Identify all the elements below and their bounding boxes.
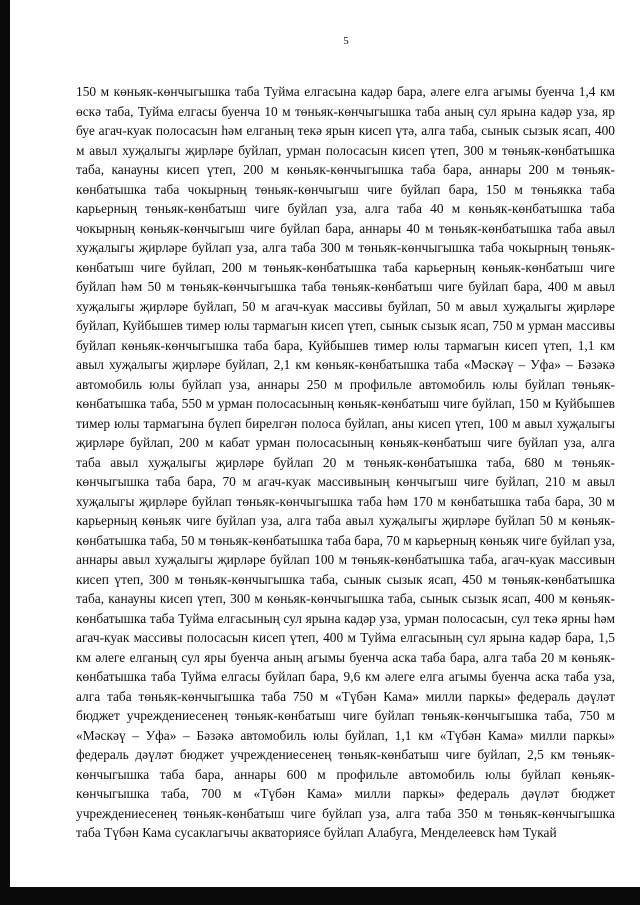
body-paragraph: 150 м көньяк-көнчыгышка таба Туйма елгасына кадәр бара, әлеге елга агымы буенча 1,4 км өскә таба, Туйма елгасы буенча 10 м төньяк-көнчыгышка таба аның сул ярына кадәр уза, яр буе агач-куак полосасын һәм елганың текә ярын кисеп үтә, алга таба, сынык сызык ясап, 400 м авыл хуҗалыгы җирләре буйлап, урман полосасын кисеп үтеп, 300 м төньяк-көнбатышка таба, канауны кисеп үтеп, 200 м көньяк-көнчыгышка таба бара, аннары 200 м төньяк-көнбатышка таба чокырның төньяк-көнчыгыш чиге буйлап бара, 150 м төньякка таба карьерның төньяк-көнбатыш чиге буйлап уза, алга таба 40 м көньяк-көнбатышка таба чокырның көньяк-көнчыгыш чиге буйлап бара, аннары 40 м төньяк-көнбатышка таба авыл хуҗалыгы җирләре буйлап уза, алга таба 300 м төньяк-көнчыгышка таба чокырның төньяк-көнбатыш чиге буйлап, 200 м төньяк-көнбатышка таба карьерның көньяк-көнбатыш чиге буйлап һәм 50 м төньяк-көнчыгышка таба төньяк-көнбатыш чиге буйлап бара, 400 м авыл хуҗалыгы җирләре буйлап, 50 м агач-куак массивы буйлап, 50 м авыл хуҗалыгы җирләре буйлап, Куйбышев тимер юлы тармагын кисеп үтеп, сынык сызык ясап, 750 м урман массивы буйлап көньяк-көнчыгышка таба бара, Куйбышев тимер юлы тармагын кисеп үтеп, 1,1 км авыл хуҗалыгы җирләре буйлап, 2,1 км көньяк-көнбатышка таба «Мәскәү – Уфа» – Бәзәкә автомобиль юлы буйлап уза, аннары 250 м профильле автомобиль юлы буйлап төньяк-көнбатышка таба, 550 м урман полосасының көньяк-көнбатыш чиге буйлап, 150 м Куйбышев тимер юлы тармагына бүлеп бирелгән полоса буйлап, аны кисеп үтеп, 100 м авыл хуҗалыгы җирләре буйлап, 200 м кабат урман полосасының көньяк-көнбатыш чиге буйлап уза, алга таба авыл хуҗалыгы җирләре буйлап 20 м төньяк-көнбатышка таба, 680 м төньяк-көнчыгышка таба бара, 70 м агач-куак массивының көнчыгыш чиге буйлап, 210 м авыл хуҗалыгы җирләре буйлап төньяк-көнчыгышка таба һәм 170 м көнбатышка таба бара, 30 м карьерның көньяк чиге буйлап уза, алга таба авыл хуҗалыгы җирләре буйлап 50 м көньяк-көнбатышка таба, 50 м төньяк-көнбатышка таба бара, 70 м карьерның көньяк чиге буйлап уза, аннары авыл хуҗалыгы җирләре буйлап 100 м төньяк-көнбатышка таба, агач-куак массивын кисеп үтеп, 300 м төньяк-көнчыгышка таба, сынык сызык ясап, 450 м төньяк-көнбатышка таба, канауны кисеп үтеп, 300 м көньяк-көнчыгышка таба, сынык сызык ясап, 400 м көньяк-көнбатышка таба Туйма елгасының сул ярына кадәр уза, урман полосасын, сул текә ярны һәм агач-куак массивы полосасын кисеп үтеп, 400 м Туйма елгасының сул ярына кадәр бара, 1,5 км әлеге елганың сул яры буенча аның агымы буенча аска таба бара, алга таба 20 м көньяк-көнбатышка таба Туйма елгасы буйлап бара, 9,6 км әлеге елга агымы буенча аска таба уза, алга таба төньяк-көнчыгышка таба 750 м «Түбән Кама» милли паркы» федераль дәүләт бюджет учреждениесенең төньяк-көнбатыш чиге буйлап төньяк-көнчыгышка таба, 750 м «Мәскәү – Уфа» – Бәзәкә автомобиль юлы буйлап, 1,1 км «Түбән Кама» милли паркы» федераль дәүләт бюджет учреждениесенең төньяк-көнбатыш чиге буйлап, 2,5 км төньяк-көнчыгышка таба бара, аннары 600 м профильле автомобиль юлы буйлап көньяк-көнчыгышка таба, 700 м «Түбән Кама» милли паркы» федераль дәүләт бюджет учреждениесенең төньяк-көнбатыш чиге буйлап уза, алга таба 350 м төньяк-көнчыгышка таба Түбән Кама сусаклагычы акваториясе буйлап Алабуга, Менделеевск һәм Тукай — [76, 84, 615, 840]
page-number: 5 — [343, 35, 349, 47]
scan-edge-bottom — [0, 887, 640, 905]
scan-edge-left — [0, 0, 10, 905]
